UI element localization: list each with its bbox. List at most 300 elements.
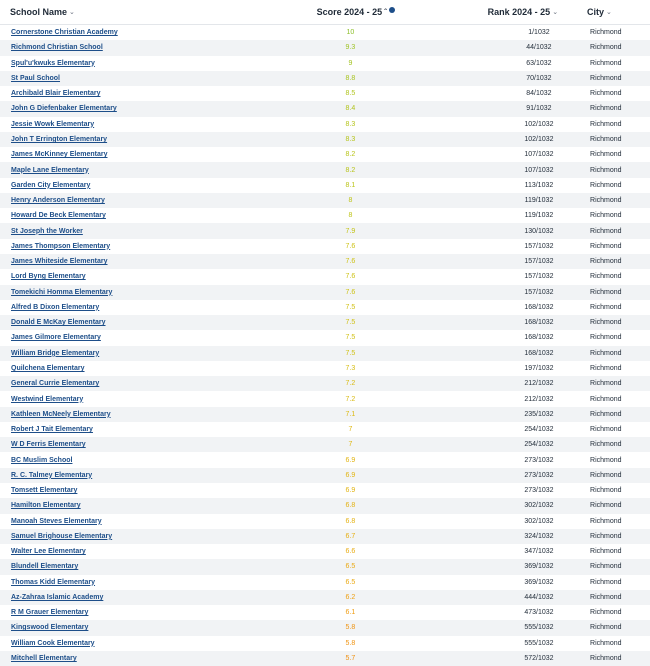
rank-cell xyxy=(493,121,585,128)
score-value: 10 xyxy=(346,29,355,37)
city-cell xyxy=(585,518,650,525)
table-row xyxy=(0,193,650,208)
table-row xyxy=(0,71,650,86)
table-row xyxy=(0,25,650,40)
rank-value: 84/1032 xyxy=(526,90,552,98)
school-name-link[interactable]: Cornerstone Christian Academy xyxy=(11,29,118,37)
school-name-link[interactable]: BC Muslim School xyxy=(11,456,73,464)
city-value: Richmond xyxy=(590,395,622,403)
school-name-link[interactable]: Az-Zahraa Islamic Academy xyxy=(11,593,104,601)
city-value: Richmond xyxy=(590,105,622,113)
rank-value: 572/1032 xyxy=(524,655,554,663)
score-cell xyxy=(296,304,405,311)
table-row xyxy=(0,254,650,269)
school-name-link[interactable]: Henry Anderson Elementary xyxy=(11,197,105,205)
score-value: 8.5 xyxy=(345,90,356,98)
rank-value: 157/1032 xyxy=(524,273,554,281)
school-name-cell xyxy=(0,228,296,235)
city-value: Richmond xyxy=(590,120,622,128)
table-header xyxy=(0,0,650,25)
city-cell xyxy=(585,182,650,189)
rank-value: 63/1032 xyxy=(526,59,552,67)
rank-value: 235/1032 xyxy=(524,410,554,418)
school-name-link[interactable]: Westwind Elementary xyxy=(11,395,84,403)
city-value: Richmond xyxy=(590,502,622,510)
rank-cell xyxy=(493,228,585,235)
school-name-cell xyxy=(0,212,296,219)
city-value: Richmond xyxy=(590,181,622,189)
score-column-header[interactable] xyxy=(307,0,431,24)
table-row xyxy=(0,422,650,437)
score-value: 7.5 xyxy=(345,319,356,327)
city-cell xyxy=(585,75,650,82)
table-row xyxy=(0,529,650,544)
rank-cell xyxy=(493,151,585,158)
score-cell xyxy=(296,105,405,112)
score-cell xyxy=(296,289,405,296)
score-value: 7 xyxy=(348,426,353,434)
city-value: Richmond xyxy=(590,532,622,540)
city-cell xyxy=(585,640,650,647)
chevron-down-icon: ⌄ xyxy=(605,9,612,16)
city-cell xyxy=(585,380,650,387)
school-name-link[interactable]: Quilchena Elementary xyxy=(11,364,85,372)
school-name-link[interactable]: John T Errington Elementary xyxy=(11,135,108,143)
score-cell xyxy=(296,365,405,372)
rank-header-label: Rank 2024 - 25 xyxy=(487,7,551,17)
rank-cell xyxy=(493,548,585,555)
school-name-cell xyxy=(0,502,296,509)
city-value: Richmond xyxy=(590,212,622,220)
rank-value: 157/1032 xyxy=(524,288,554,296)
rank-cell xyxy=(493,640,585,647)
score-value: 6.1 xyxy=(345,609,356,617)
table-row xyxy=(0,40,650,55)
school-name-link[interactable]: James Whiteside Elementary xyxy=(11,258,108,266)
school-name-cell xyxy=(0,75,296,82)
school-name-link[interactable]: Blundell Elementary xyxy=(11,563,79,571)
score-cell xyxy=(296,624,405,631)
city-cell xyxy=(585,121,650,128)
city-value: Richmond xyxy=(590,578,622,586)
table-row xyxy=(0,559,650,574)
city-value: Richmond xyxy=(590,74,622,82)
table-row xyxy=(0,437,650,452)
school-name-cell xyxy=(0,350,296,357)
score-cell xyxy=(296,90,405,97)
table-row xyxy=(0,544,650,559)
rank-value: 130/1032 xyxy=(524,227,554,235)
school-name-cell xyxy=(0,273,296,280)
school-name-cell xyxy=(0,365,296,372)
city-cell xyxy=(585,136,650,143)
school-name-link[interactable]: Mitchell Elementary xyxy=(11,655,77,663)
school-name-link[interactable]: Richmond Christian School xyxy=(11,44,103,52)
school-name-cell xyxy=(0,197,296,204)
city-value: Richmond xyxy=(590,563,622,571)
score-cell xyxy=(296,579,405,586)
city-cell xyxy=(585,29,650,36)
city-value: Richmond xyxy=(590,471,622,479)
rank-value: 107/1032 xyxy=(524,166,554,174)
school-name-link[interactable]: James Thompson Elementary xyxy=(11,242,111,250)
city-cell xyxy=(585,273,650,280)
table-row xyxy=(0,391,650,406)
school-name-link[interactable]: Garden City Elementary xyxy=(11,181,91,189)
school-name-cell xyxy=(0,533,296,540)
rank-value: 119/1032 xyxy=(524,212,554,220)
school-name-cell xyxy=(0,334,296,341)
score-cell xyxy=(296,319,405,326)
score-cell xyxy=(296,640,405,647)
city-column-header[interactable] xyxy=(585,0,650,24)
table-row xyxy=(0,605,650,620)
rank-cell xyxy=(493,426,585,433)
city-cell xyxy=(585,548,650,555)
rank-cell xyxy=(493,655,585,662)
school-name-cell xyxy=(0,655,296,662)
score-value: 8 xyxy=(348,197,353,205)
school-name-cell xyxy=(0,594,296,601)
score-value: 7.5 xyxy=(345,303,356,311)
school-name-link[interactable]: James Gilmore Elementary xyxy=(11,334,101,342)
score-cell xyxy=(296,334,405,341)
rank-cell xyxy=(493,609,585,616)
city-cell xyxy=(585,151,650,158)
rank-value: 369/1032 xyxy=(524,563,554,571)
school-name-link[interactable]: Robert J Tait Elementary xyxy=(11,426,93,434)
score-header-label: Score 2024 - 25 xyxy=(316,7,383,17)
table-row xyxy=(0,636,650,651)
score-cell xyxy=(296,197,405,204)
city-cell xyxy=(585,228,650,235)
school-name-link[interactable]: Archibald Blair Elementary xyxy=(11,90,101,98)
rank-cell xyxy=(493,90,585,97)
table-row xyxy=(0,56,650,71)
score-value: 5.8 xyxy=(345,639,356,647)
score-cell xyxy=(296,167,405,174)
city-value: Richmond xyxy=(590,487,622,495)
rank-cell xyxy=(493,289,585,296)
school-name-cell xyxy=(0,304,296,311)
school-name-link[interactable]: Samuel Brighouse Elementary xyxy=(11,532,113,540)
rank-cell xyxy=(493,273,585,280)
city-cell xyxy=(585,319,650,326)
city-cell xyxy=(585,426,650,433)
score-value: 5.7 xyxy=(345,655,356,663)
rank-value: 273/1032 xyxy=(524,471,554,479)
score-value: 6.9 xyxy=(345,471,356,479)
rank-cell xyxy=(493,75,585,82)
table-row xyxy=(0,117,650,132)
table-body xyxy=(0,25,650,666)
school-name-link[interactable]: William Cook Elementary xyxy=(11,639,95,647)
city-cell xyxy=(585,304,650,311)
city-cell xyxy=(585,609,650,616)
score-value: 7.3 xyxy=(345,364,356,372)
school-name-cell xyxy=(0,243,296,250)
score-value: 7.6 xyxy=(345,288,356,296)
school-name-cell xyxy=(0,640,296,647)
table-row xyxy=(0,86,650,101)
school-name-link[interactable]: R. C. Talmey Elementary xyxy=(11,471,93,479)
school-name-link[interactable]: James McKinney Elementary xyxy=(11,151,108,159)
school-name-column-header[interactable] xyxy=(0,0,307,24)
rank-value: 157/1032 xyxy=(524,258,554,266)
school-name-cell xyxy=(0,609,296,616)
chevron-down-icon: ⌄ xyxy=(69,9,75,16)
city-cell xyxy=(585,243,650,250)
rank-cell xyxy=(493,167,585,174)
rank-value: 254/1032 xyxy=(524,426,554,434)
table-row xyxy=(0,361,650,376)
school-name-link[interactable]: Tomekichi Homma Elementary xyxy=(11,288,113,296)
table-row xyxy=(0,269,650,284)
rank-value: 555/1032 xyxy=(524,624,554,632)
city-value: Richmond xyxy=(590,319,622,327)
school-name-link[interactable]: Walter Lee Elementary xyxy=(11,548,86,556)
school-name-link[interactable]: Jessie Wowk Elementary xyxy=(11,120,95,128)
rank-cell xyxy=(493,380,585,387)
city-value: Richmond xyxy=(590,410,622,418)
city-cell xyxy=(585,487,650,494)
rank-value: 1/1032 xyxy=(528,29,550,37)
score-cell xyxy=(296,518,405,525)
school-name-cell xyxy=(0,380,296,387)
chevron-down-icon: ⌄ xyxy=(552,9,559,16)
rank-value: 473/1032 xyxy=(524,609,554,617)
score-value: 6.5 xyxy=(345,563,356,571)
city-value: Richmond xyxy=(590,242,622,250)
score-cell xyxy=(296,380,405,387)
school-name-link[interactable]: Alfred B Dixon Elementary xyxy=(11,303,100,311)
city-value: Richmond xyxy=(590,624,622,632)
table-row xyxy=(0,590,650,605)
rank-value: 70/1032 xyxy=(526,74,552,82)
table-row xyxy=(0,514,650,529)
city-value: Richmond xyxy=(590,151,622,159)
city-value: Richmond xyxy=(590,380,622,388)
city-cell xyxy=(585,594,650,601)
arrow-up-icon: ˆ xyxy=(384,7,387,17)
table-row xyxy=(0,346,650,361)
rank-cell xyxy=(493,258,585,265)
school-name-link[interactable]: Lord Byng Elementary xyxy=(11,273,86,281)
school-name-link[interactable]: William Bridge Elementary xyxy=(11,349,100,357)
city-cell xyxy=(585,624,650,631)
city-value: Richmond xyxy=(590,441,622,449)
rank-cell xyxy=(493,563,585,570)
rank-value: 119/1032 xyxy=(524,197,554,205)
school-name-link[interactable]: Spul'u'kwuks Elementary xyxy=(11,59,95,67)
table-row xyxy=(0,208,650,223)
school-name-link[interactable]: St Joseph the Worker xyxy=(11,227,83,235)
rank-value: 212/1032 xyxy=(524,380,554,388)
score-cell xyxy=(296,182,405,189)
score-value: 7 xyxy=(348,441,353,449)
rank-cell xyxy=(493,350,585,357)
score-cell xyxy=(296,151,405,158)
school-name-link[interactable]: W D Ferris Elementary xyxy=(11,441,86,449)
rank-value: 302/1032 xyxy=(524,502,554,510)
school-name-cell xyxy=(0,105,296,112)
city-cell xyxy=(585,579,650,586)
city-cell xyxy=(585,350,650,357)
city-value: Richmond xyxy=(590,197,622,205)
school-name-link[interactable]: R M Grauer Elementary xyxy=(11,609,89,617)
school-name-link[interactable]: St Paul School xyxy=(11,74,61,82)
school-name-link[interactable]: Manoah Steves Elementary xyxy=(11,517,102,525)
score-value: 8.2 xyxy=(345,166,356,174)
school-name-cell xyxy=(0,563,296,570)
city-cell xyxy=(585,167,650,174)
city-cell xyxy=(585,334,650,341)
city-value: Richmond xyxy=(590,456,622,464)
score-value: 7.6 xyxy=(345,258,356,266)
score-value: 7.2 xyxy=(345,395,356,403)
school-name-link[interactable]: Hamilton Elementary xyxy=(11,502,81,510)
city-cell xyxy=(585,655,650,662)
score-cell xyxy=(296,258,405,265)
rank-cell xyxy=(493,365,585,372)
rank-value: 444/1032 xyxy=(524,593,554,601)
city-value: Richmond xyxy=(590,334,622,342)
rank-cell xyxy=(493,44,585,51)
rank-cell xyxy=(493,182,585,189)
school-name-link[interactable]: Howard De Beck Elementary xyxy=(11,212,106,220)
school-name-cell xyxy=(0,182,296,189)
info-icon[interactable] xyxy=(389,7,395,13)
city-cell xyxy=(585,289,650,296)
score-cell xyxy=(296,273,405,280)
table-row xyxy=(0,178,650,193)
city-value: Richmond xyxy=(590,639,622,647)
score-cell xyxy=(296,136,405,143)
table-row xyxy=(0,498,650,513)
school-name-cell xyxy=(0,289,296,296)
score-cell xyxy=(296,396,405,403)
rank-value: 369/1032 xyxy=(524,578,554,586)
school-name-cell xyxy=(0,60,296,67)
score-cell xyxy=(296,441,405,448)
rank-value: 324/1032 xyxy=(524,532,554,540)
city-cell xyxy=(585,396,650,403)
score-value: 7.1 xyxy=(345,410,356,418)
school-name-link[interactable]: Kingswood Elementary xyxy=(11,624,89,632)
rank-cell xyxy=(493,243,585,250)
school-name-link[interactable]: Donald E McKay Elementary xyxy=(11,319,106,327)
score-value: 7.6 xyxy=(345,273,356,281)
city-cell xyxy=(585,197,650,204)
school-name-link[interactable]: Thomas Kidd Elementary xyxy=(11,578,96,586)
rank-cell xyxy=(493,411,585,418)
rank-cell xyxy=(493,594,585,601)
school-name-cell xyxy=(0,167,296,174)
city-cell xyxy=(585,105,650,112)
city-value: Richmond xyxy=(590,426,622,434)
table-row xyxy=(0,452,650,467)
city-cell xyxy=(585,457,650,464)
table-row xyxy=(0,330,650,345)
school-name-link[interactable]: General Currie Elementary xyxy=(11,380,100,388)
score-value: 7.5 xyxy=(345,334,356,342)
city-value: Richmond xyxy=(590,135,622,143)
city-value: Richmond xyxy=(590,303,622,311)
rank-value: 113/1032 xyxy=(524,181,554,189)
city-value: Richmond xyxy=(590,166,622,174)
score-value: 8.3 xyxy=(345,135,356,143)
table-row xyxy=(0,575,650,590)
score-cell xyxy=(296,563,405,570)
table-row xyxy=(0,285,650,300)
table-row xyxy=(0,315,650,330)
score-cell xyxy=(296,457,405,464)
table-row xyxy=(0,300,650,315)
table-row xyxy=(0,468,650,483)
rank-value: 168/1032 xyxy=(524,319,554,327)
rank-cell xyxy=(493,579,585,586)
school-name-link[interactable]: Kathleen McNeely Elementary xyxy=(11,410,111,418)
rank-cell xyxy=(493,29,585,36)
rank-cell xyxy=(493,334,585,341)
rank-cell xyxy=(493,533,585,540)
city-value: Richmond xyxy=(590,364,622,372)
rank-cell xyxy=(493,457,585,464)
city-value: Richmond xyxy=(590,517,622,525)
score-value: 6.7 xyxy=(345,532,356,540)
score-cell xyxy=(296,487,405,494)
table-row xyxy=(0,407,650,422)
rank-cell xyxy=(493,304,585,311)
rank-cell xyxy=(493,60,585,67)
school-name-cell xyxy=(0,426,296,433)
school-name-link[interactable]: Tomsett Elementary xyxy=(11,487,78,495)
rank-value: 44/1032 xyxy=(526,44,552,52)
city-cell xyxy=(585,60,650,67)
school-name-link[interactable]: Maple Lane Elementary xyxy=(11,166,89,174)
school-name-link[interactable]: John G Diefenbaker Elementary xyxy=(11,105,117,113)
rank-cell xyxy=(493,105,585,112)
score-cell xyxy=(296,212,405,219)
school-name-cell xyxy=(0,44,296,51)
school-name-cell xyxy=(0,29,296,36)
score-cell xyxy=(296,502,405,509)
rank-cell xyxy=(493,197,585,204)
rank-value: 91/1032 xyxy=(526,105,552,113)
score-value: 8.1 xyxy=(345,181,356,189)
city-value: Richmond xyxy=(590,273,622,281)
score-value: 9 xyxy=(348,59,353,67)
school-name-cell xyxy=(0,319,296,326)
score-value: 7.2 xyxy=(345,380,356,388)
city-value: Richmond xyxy=(590,258,622,266)
score-value: 6.9 xyxy=(345,456,356,464)
rank-cell xyxy=(493,212,585,219)
city-value: Richmond xyxy=(590,655,622,663)
rank-column-header[interactable] xyxy=(431,0,585,24)
school-name-header-label: School Name xyxy=(10,7,68,17)
city-cell xyxy=(585,365,650,372)
rank-value: 273/1032 xyxy=(524,487,554,495)
school-name-cell xyxy=(0,518,296,525)
rank-value: 254/1032 xyxy=(524,441,554,449)
table-row xyxy=(0,147,650,162)
school-name-cell xyxy=(0,90,296,97)
score-value: 8 xyxy=(348,212,353,220)
school-name-cell xyxy=(0,136,296,143)
school-name-cell xyxy=(0,121,296,128)
table-row xyxy=(0,376,650,391)
